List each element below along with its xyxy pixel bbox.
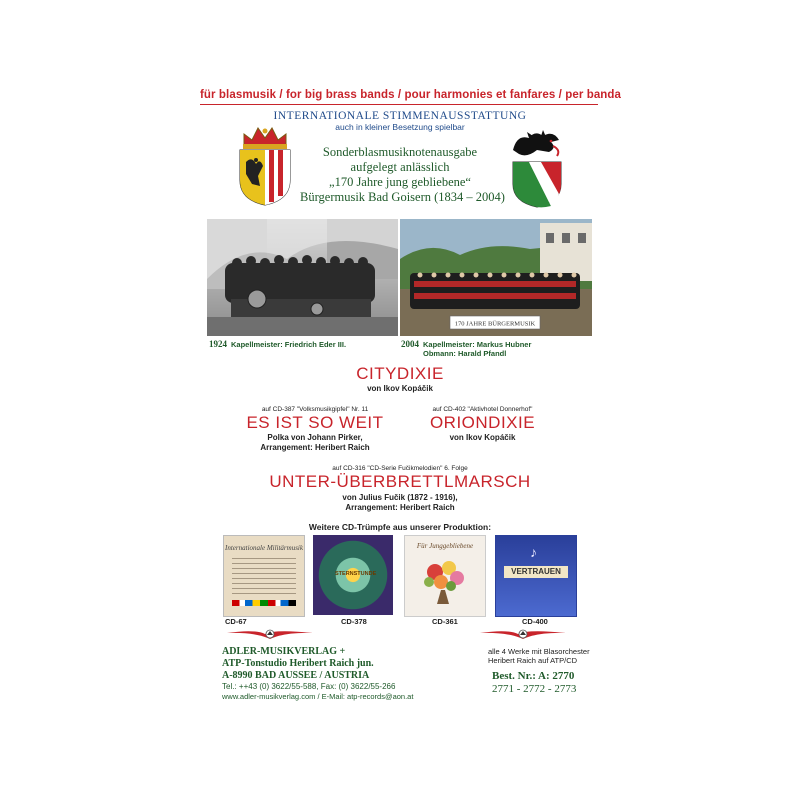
caption-2004 (401, 339, 531, 349)
intro-line-2: aufgelegt anlässlich (350, 160, 450, 174)
sub-citydixie: von Ikov Kopáčik (367, 384, 433, 393)
intro-line-1: Sonderblasmusiknotenausgabe (322, 145, 478, 159)
title-citydixie: CITYDIXIE (356, 364, 444, 383)
cd-ref-es-ist-so-weit: auf CD-387 "Volksmusikgipfel" Nr. 11 (261, 406, 369, 413)
cd-67-cover-title: Internationale Militärmusik (225, 544, 303, 552)
sub-unter-1: von Julius Fučik (1872 - 1916), (342, 493, 458, 502)
caption-2004-obmann: Obmann: Harald Pfandl (423, 349, 507, 358)
cd-cover-378 (313, 535, 393, 615)
order-note-2: Heribert Raich auf ATP/CD (488, 656, 578, 665)
small-setting-note: auch in kleiner Besetzung spielbar (335, 122, 465, 132)
photo-banner: 170 JAHRE BÜRGERMUSIK (454, 320, 536, 328)
sub-es-ist-so-weit-2: Arrangement: Heribert Raich (260, 443, 370, 452)
upper-austria-crest-icon (236, 124, 294, 206)
dragon-crest-icon (507, 128, 567, 208)
caption-1924 (209, 339, 346, 349)
intro-line-3: „170 Jahre jung gebliebene“ (329, 175, 471, 189)
adler-swoosh-logo-right (478, 627, 568, 641)
flower-bouquet-icon (405, 550, 485, 608)
title-oriondixie: ORIONDIXIE (429, 413, 536, 432)
cd-label-378: CD-378 (341, 617, 367, 626)
music-note-icon: ♪ (530, 544, 537, 560)
intro-line-4: Bürgermusik Bad Goisern (1834 – 2004) (300, 190, 505, 204)
adler-swoosh-logo-left (225, 627, 315, 641)
languages-line: für blasmusik / for big brass bands / pour harmonies et fanfares / per banda (200, 89, 622, 101)
order-numbers: 2771 - 2772 - 2773 (492, 683, 577, 695)
caption-2004-year: 2004 (401, 339, 419, 349)
order-note-1: alle 4 Werke mit Blasorchester (488, 647, 590, 656)
caption-2004-text: Kapellmeister: Markus Hubner (423, 340, 532, 349)
cd-ref-unter: auf CD-316 "CD-Serie Fučikmelodien" 6. Folge (332, 465, 468, 472)
publisher-name: ADLER-MUSIKVERLAG + (222, 646, 346, 657)
caption-1924-year: 1924 (209, 339, 227, 349)
cd-cover-361 (404, 535, 486, 617)
cd-section-heading: Weitere CD-Trümpfe aus unserer Produktion: (308, 522, 492, 532)
title-es-ist-so-weit: ES IST SO WEIT (246, 413, 384, 432)
cd-label-400: CD-400 (522, 617, 548, 626)
international-heading: INTERNATIONALE STIMMENAUSSTATTUNG (273, 110, 527, 122)
header-rule (200, 104, 598, 105)
sub-oriondixie: von Ikov Kopáčik (449, 433, 516, 442)
cd-label-67: CD-67 (225, 617, 247, 626)
publisher-phone: Tel.: ++43 (0) 3622/55-588, Fax: (0) 3622/55-266 (222, 682, 396, 691)
publisher-studio: ATP-Tonstudio Heribert Raich jun. (222, 658, 374, 669)
cd-label-361: CD-361 (432, 617, 458, 626)
sub-es-ist-so-weit-1: Polka von Johann Pirker, (267, 433, 363, 442)
cd-ref-oriondixie: auf CD-402 "Aktivhotel Donnerhof" (432, 406, 533, 413)
band-photo-2004 (400, 219, 592, 336)
publisher-address: A-8990 BAD AUSSEE / AUSTRIA (222, 670, 370, 681)
sub-unter-2: Arrangement: Heribert Raich (345, 503, 455, 512)
band-photo-1924 (207, 219, 398, 336)
caption-1924-text: Kapellmeister: Friedrich Eder III. (231, 340, 347, 349)
title-unter-ueberbrettlmarsch: UNTER-ÜBERBRETTLMARSCH (269, 472, 531, 491)
cd-361-cover-title: Für Junggebliebene (416, 542, 474, 550)
cd-400-cover-title: VERTRAUEN (504, 566, 568, 578)
cd-cover-400 (495, 535, 577, 617)
cd-378-cover-title: STERNSTUNDE (335, 571, 377, 577)
publisher-web-email: www.adler-musikverlag.com / E-Mail: atp-records@aon.at (222, 692, 414, 701)
order-best-nr: Best. Nr.: A: 2770 (492, 670, 575, 682)
cd-cover-67 (223, 535, 305, 617)
